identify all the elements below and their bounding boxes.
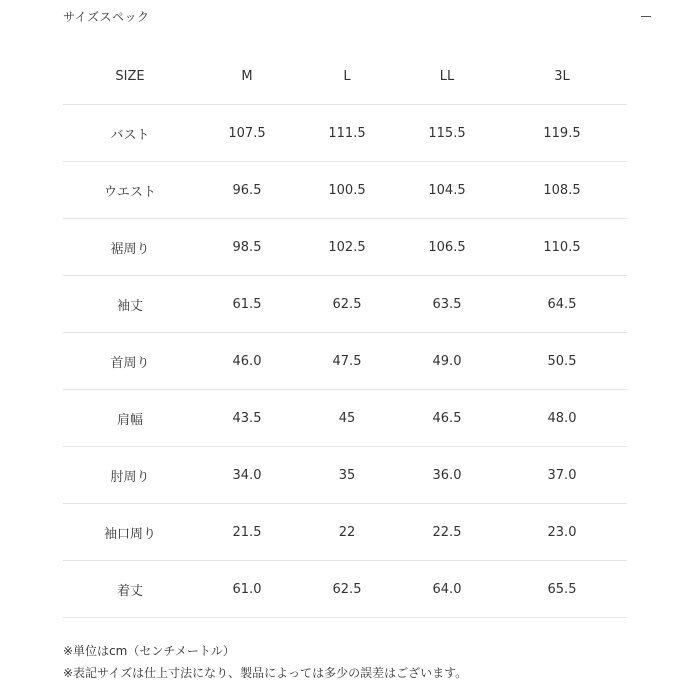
table-cell: 106.5 <box>397 219 497 276</box>
table-cell: 65.5 <box>497 561 627 618</box>
table-cell: 49.0 <box>397 333 497 390</box>
table-cell: 104.5 <box>397 162 497 219</box>
table-cell: 22 <box>297 504 397 561</box>
table-row <box>63 504 627 561</box>
table-cell: 45 <box>297 390 397 447</box>
table-cell: 37.0 <box>497 447 627 504</box>
table-cell: 46.5 <box>397 390 497 447</box>
table-cell: 46.0 <box>197 333 297 390</box>
table-cell: 48.0 <box>497 390 627 447</box>
table-cell: 50.5 <box>497 333 627 390</box>
row-label: 肘周り <box>63 447 197 504</box>
table-header-row <box>63 48 627 105</box>
table-cell: 111.5 <box>297 105 397 162</box>
table-cell: 61.0 <box>197 561 297 618</box>
table-row <box>63 105 627 162</box>
table-row <box>63 219 627 276</box>
table-cell: 62.5 <box>297 276 397 333</box>
table-cell: 115.5 <box>397 105 497 162</box>
table-cell: 43.5 <box>197 390 297 447</box>
table-cell: 21.5 <box>197 504 297 561</box>
note-tolerance: ※表記サイズは仕上寸法になり、製品によっては多少の誤差はございます。 <box>63 666 468 680</box>
table-row <box>63 162 627 219</box>
table-cell: 34.0 <box>197 447 297 504</box>
header-size: SIZE <box>63 48 197 105</box>
table-cell: 108.5 <box>497 162 627 219</box>
row-label: 肩幅 <box>63 390 197 447</box>
table-cell: 62.5 <box>297 561 397 618</box>
table-cell: 36.0 <box>397 447 497 504</box>
row-label: 首周り <box>63 333 197 390</box>
table-cell: 102.5 <box>297 219 397 276</box>
header-l: L <box>297 48 397 105</box>
row-label: 裾周り <box>63 219 197 276</box>
size-spec-table <box>63 48 627 618</box>
row-label: 袖口周り <box>63 504 197 561</box>
minus-icon[interactable] <box>639 9 653 23</box>
table-cell: 35 <box>297 447 397 504</box>
table-row <box>63 561 627 618</box>
table-cell: 100.5 <box>297 162 397 219</box>
table-cell: 98.5 <box>197 219 297 276</box>
table-cell: 119.5 <box>497 105 627 162</box>
table-cell: 64.5 <box>497 276 627 333</box>
table-cell: 61.5 <box>197 276 297 333</box>
header-3l: 3L <box>497 48 627 105</box>
table-cell: 23.0 <box>497 504 627 561</box>
section-header[interactable] <box>63 6 653 26</box>
row-label: ウエスト <box>63 162 197 219</box>
table-row <box>63 390 627 447</box>
table-row <box>63 276 627 333</box>
table-cell: 22.5 <box>397 504 497 561</box>
note-unit: ※単位はcm（センチメートル） <box>63 644 235 658</box>
section-title: サイズスペック <box>63 9 150 24</box>
table-cell: 110.5 <box>497 219 627 276</box>
table-row <box>63 333 627 390</box>
table-row <box>63 447 627 504</box>
table-cell: 64.0 <box>397 561 497 618</box>
table-cell: 96.5 <box>197 162 297 219</box>
row-label: バスト <box>63 105 197 162</box>
table-cell: 107.5 <box>197 105 297 162</box>
row-label: 袖丈 <box>63 276 197 333</box>
header-ll: LL <box>397 48 497 105</box>
row-label: 着丈 <box>63 561 197 618</box>
notes <box>63 640 663 684</box>
table-cell: 63.5 <box>397 276 497 333</box>
header-m: M <box>197 48 297 105</box>
table-cell: 47.5 <box>297 333 397 390</box>
